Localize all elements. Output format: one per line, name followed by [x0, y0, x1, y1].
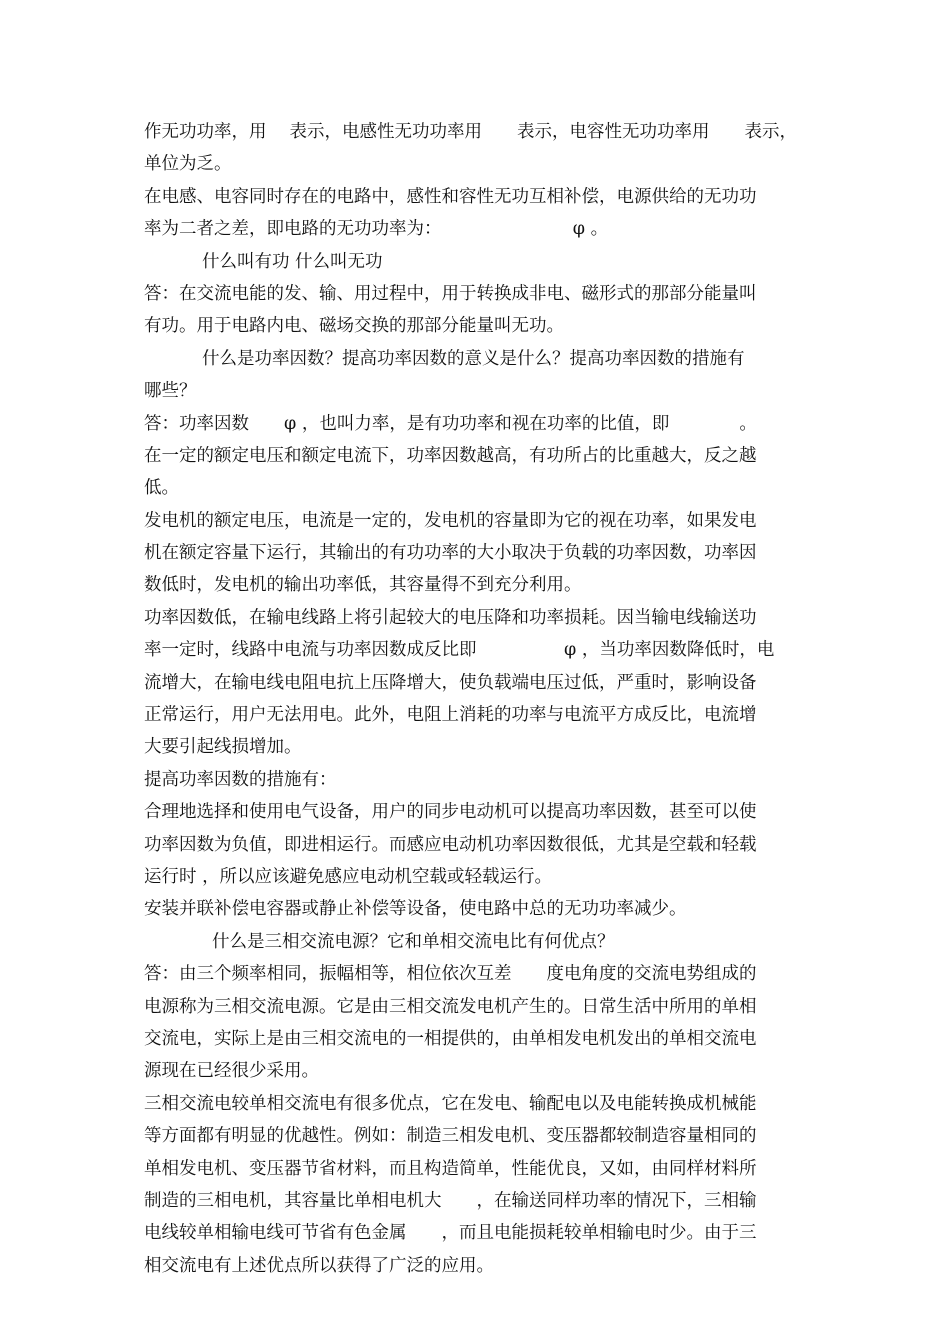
question-heading: 什么是三相交流电源？它和单相交流电比有何优点？: [212, 931, 615, 952]
text-line: 答：由三个频率相同，振幅相等，相位依次互差 度电角度的交流电势组成的: [144, 964, 757, 985]
text-line: 单位为乏。: [144, 154, 232, 175]
text-line: 相交流电有上述优点所以获得了广泛的应用。: [144, 1255, 494, 1276]
text-line: 数低时，发电机的输出功率低，其容量得不到充分利用。: [144, 575, 582, 596]
text-line: 电源称为三相交流电源。它是由三相交流发电机产生的。日常生活中所用的单相: [144, 996, 757, 1017]
text-line: 交流电，实际上是由三相交流电的一相提供的，由单相发电机发出的单相交流电: [144, 1028, 757, 1049]
text-line: 在一定的额定电压和额定电流下，功率因数越高，有功所占的比重越大，反之越: [144, 445, 757, 466]
text-line: 提高功率因数的措施有：: [144, 769, 337, 790]
text-line: 等方面都有明显的优越性。例如：制造三相发电机、变压器都较制造容量相同的: [144, 1126, 757, 1147]
question-heading: 什么是功率因数？提高功率因数的意义是什么？提高功率因数的措施有: [202, 348, 745, 369]
text-line: 三相交流电较单相交流电有很多优点，它在发电、输配电以及电能转换成机械能: [144, 1093, 757, 1114]
text-line: 合理地选择和使用电气设备，用户的同步电动机可以提高功率因数，甚至可以使: [144, 802, 757, 823]
question-heading: 什么叫有功 什么叫无功: [202, 251, 383, 272]
text-line: 答：功率因数 φ ，也叫力率，是有功功率和视在功率的比值，即 。: [144, 413, 757, 434]
text-line: 制造的三相电机，其容量比单相电机大 ，在输送同样功率的情况下，三相输: [144, 1190, 757, 1211]
text-line: 安装并联补偿电容器或静止补偿等设备，使电路中总的无功功率减少。: [144, 899, 687, 920]
text-line: 电线较单相输电线可节省有色金属 ，而且电能损耗较单相输电时少。由于三: [144, 1223, 757, 1244]
text-line: 有功。用于电路内电、磁场交换的那部分能量叫无功。: [144, 316, 564, 337]
text-line: 功率因数为负值，即进相运行。而感应电动机功率因数很低，尤其是空载和轻载: [144, 834, 757, 855]
text-line: 发电机的额定电压，电流是一定的，发电机的容量即为它的视在功率，如果发电: [144, 510, 757, 531]
text-line: 率为二者之差，即电路的无功功率为： φ 。: [144, 219, 609, 240]
text-line: 流增大，在输电线电阻电抗上压降增大，使负载端电压过低，严重时，影响设备: [144, 672, 757, 693]
text-line: 功率因数低，在输电线路上将引起较大的电压降和功率损耗。因当输电线输送功: [144, 607, 757, 628]
document-body: [144, 116, 810, 1282]
text-line: 机在额定容量下运行，其输出的有功功率的大小取决于负载的功率因数，功率因: [144, 543, 757, 564]
text-line: 源现在已经很少采用。: [144, 1061, 319, 1082]
text-line: 哪些？: [144, 381, 197, 402]
text-line: 答：在交流电能的发、输、用过程中，用于转换成非电、磁形式的那部分能量叫: [144, 283, 757, 304]
text-line: 作无功功率，用 表示，电感性无功功率用 表示，电容性无功功率用 表示，: [144, 122, 798, 142]
text-line: 低。: [144, 478, 179, 499]
text-line: 率一定时，线路中电流与功率因数成反比即 φ ，当功率因数降低时，电: [144, 640, 775, 661]
text-line: 运行时 ，所以应该避免感应电动机空载或轻载运行。: [144, 866, 553, 887]
text-line: 正常运行，用户无法用电。此外，电阻上消耗的功率与电流平方成反比，电流增: [144, 705, 757, 726]
text-line: 大要引起线损增加。: [144, 737, 302, 758]
text-line: 单相发电机、变压器节省材料，而且构造简单，性能优良，又如，由同样材料所: [144, 1158, 757, 1179]
text-line: 在电感、电容同时存在的电路中，感性和容性无功互相补偿，电源供给的无功功: [144, 186, 757, 207]
